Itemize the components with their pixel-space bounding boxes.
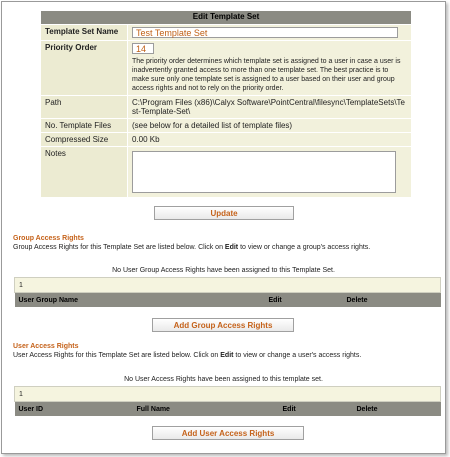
user-desc-edit: Edit	[220, 352, 234, 359]
col-user-id: User ID	[15, 402, 133, 417]
user-access-title: User Access Rights	[13, 343, 79, 350]
template-files-label: No. Template Files	[41, 119, 128, 133]
group-desc-text-end: to view or change a group's access rights.	[238, 244, 371, 251]
add-group-access-rights-button[interactable]: Add Group Access Rights	[152, 318, 294, 332]
priority-order-label: Priority Order	[41, 41, 128, 96]
group-access-description	[13, 244, 370, 251]
user-record-count: 1	[15, 387, 441, 402]
edit-template-set-form	[40, 10, 412, 198]
group-desc-edit: Edit	[224, 244, 239, 251]
user-desc-text-end: to view or change a user's access rights.	[233, 352, 362, 359]
path-label: Path	[41, 96, 128, 119]
path-value: C:\Program Files (x86)\Calyx Software\PointCentral\filesync\TemplateSets\Test-Template-Set\	[128, 96, 412, 119]
template-name-label: Template Set Name	[41, 25, 128, 41]
user-access-description	[13, 352, 361, 359]
notes-textarea[interactable]	[132, 151, 396, 193]
form-title: Edit Template Set	[41, 11, 412, 25]
col-edit: Edit	[265, 293, 343, 308]
col-user-group-name: User Group Name	[15, 293, 265, 308]
compressed-size-value: 0.00 Kb	[128, 133, 412, 147]
group-access-empty-message: No User Group Access Rights have been assigned to this Template Set.	[112, 267, 335, 274]
user-access-empty-message: No User Access Rights have been assigned to this template set.	[124, 376, 323, 383]
group-desc-text: Group Access Rights for this Template Set are listed below. Click on	[13, 244, 225, 251]
group-access-title: Group Access Rights	[13, 235, 84, 242]
compressed-size-label: Compressed Size	[41, 133, 128, 147]
page-frame	[1, 1, 446, 454]
col-full-name: Full Name	[133, 402, 279, 417]
user-desc-text: User Access Rights for this Template Set are listed below. Click on	[13, 352, 221, 359]
priority-order-description: The priority order determines which template set is assigned to a user in case a user is inadvertently granted access to more than one template set. The best practice is to make sure only one template set is assigned to a user based on their user and group access rights and not to rely on the priority order.	[132, 58, 401, 92]
template-name-input[interactable]: Test Template Set	[132, 27, 398, 38]
group-access-table	[14, 277, 441, 307]
template-files-value: (see below for a detailed list of template files)	[128, 119, 412, 133]
add-user-access-rights-button[interactable]: Add User Access Rights	[152, 426, 304, 440]
col-delete: Delete	[343, 293, 441, 308]
col-edit: Edit	[279, 402, 353, 417]
user-access-table	[14, 386, 441, 416]
update-button[interactable]: Update	[154, 206, 294, 220]
priority-order-input[interactable]: 14	[132, 43, 154, 54]
col-delete: Delete	[353, 402, 441, 417]
group-record-count: 1	[15, 278, 441, 293]
notes-label: Notes	[41, 147, 128, 198]
